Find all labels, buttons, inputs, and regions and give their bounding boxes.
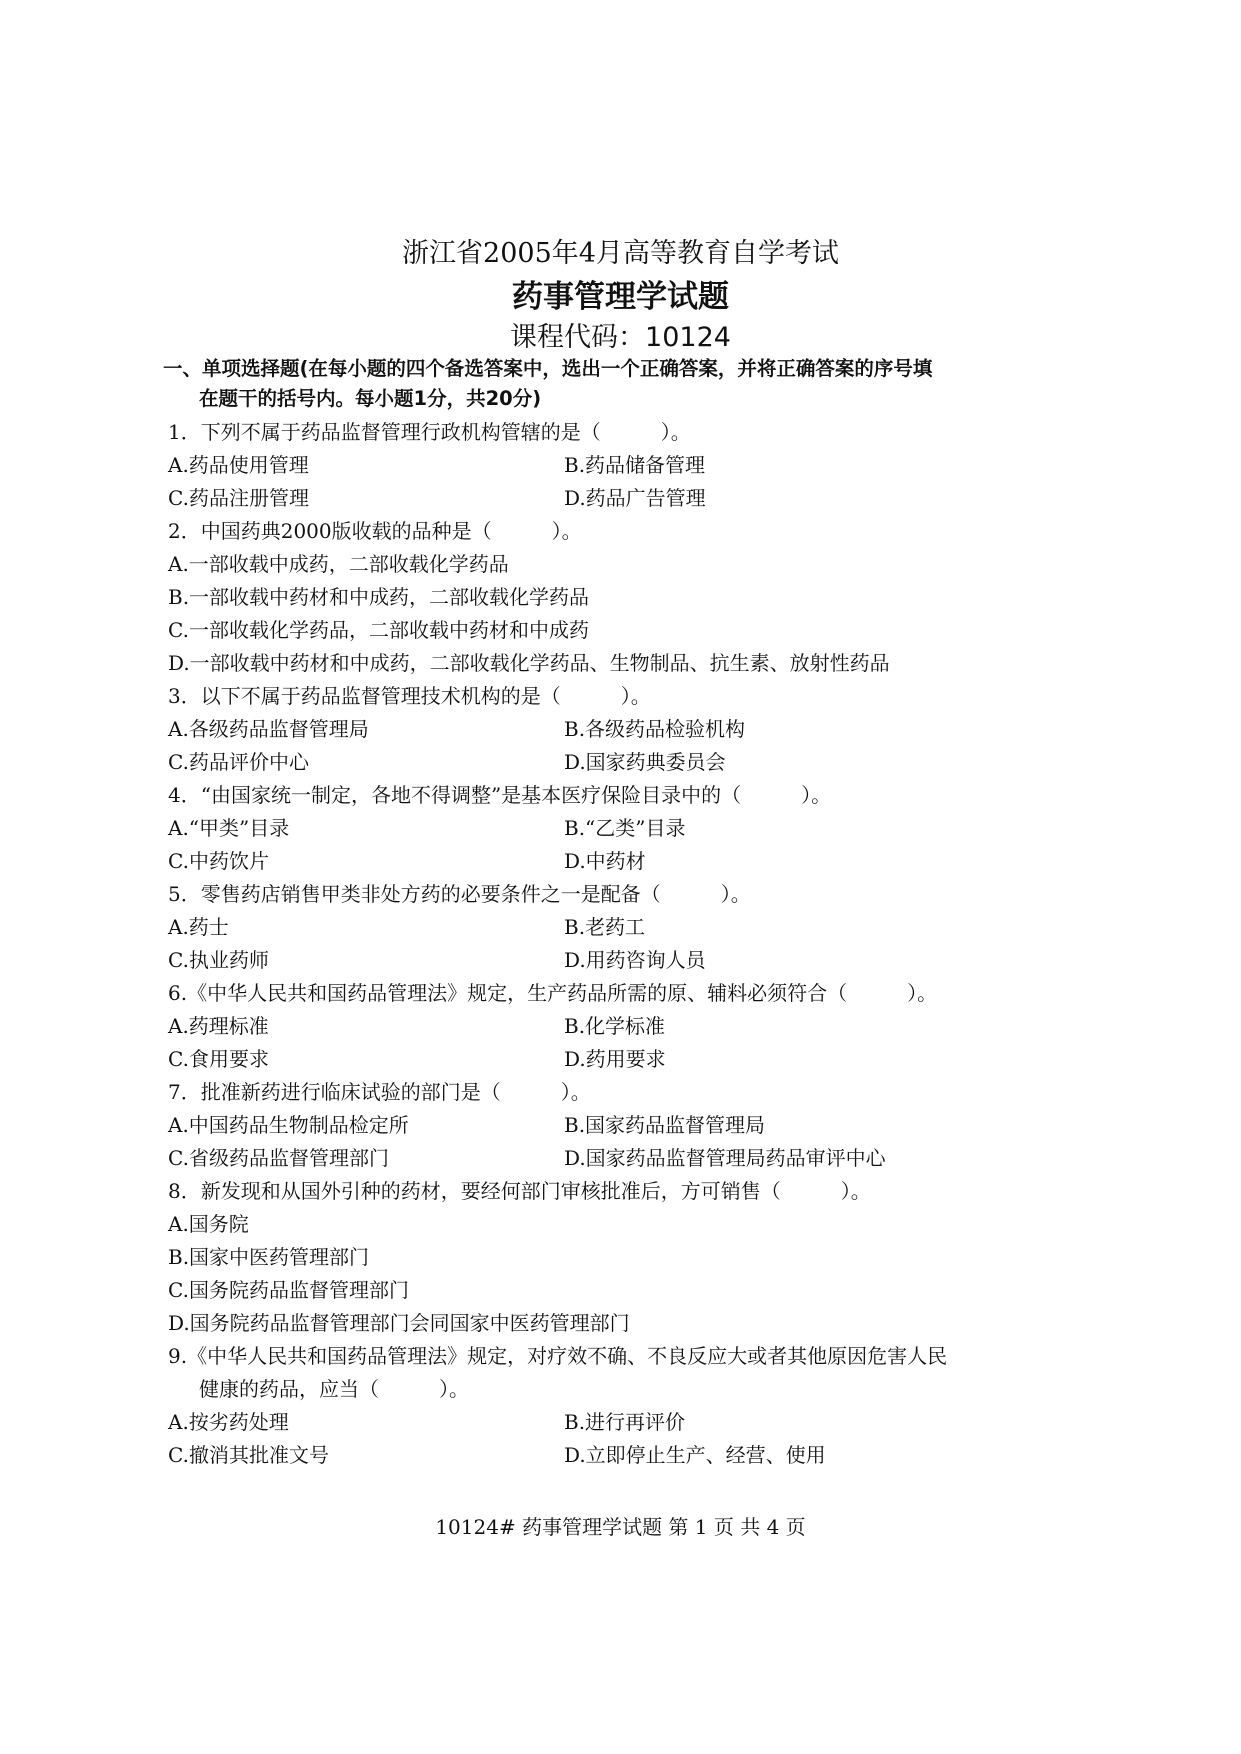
question-stem: 1．下列不属于药品监督管理行政机构管辖的是（ ）。 xyxy=(168,420,691,444)
option-a: A.按劣药处理 xyxy=(168,1410,289,1434)
option-a: A.“甲类”目录 xyxy=(168,816,290,840)
question-stem: 9.《中华人民共和国药品管理法》规定，对疗效不确、不良反应大或者其他原因危害人民 xyxy=(168,1344,948,1368)
option-b: B.“乙类”目录 xyxy=(564,816,686,840)
question-stem: 3．以下不属于药品监督管理技术机构的是（ ）。 xyxy=(168,684,651,708)
exam-line: 浙江省2005年4月高等教育自学考试 xyxy=(402,238,839,269)
option-c: C.一部收载化学药品，二部收载中药材和中成药 xyxy=(168,618,589,642)
option-b: B.一部收载中药材和中成药，二部收载化学药品 xyxy=(168,585,590,609)
option-a: A.药品使用管理 xyxy=(168,453,309,477)
section-heading-cont: 在题干的括号内。每小题1分，共20分) xyxy=(199,387,542,410)
option-b: B.国家药品监督管理局 xyxy=(564,1113,766,1137)
option-a: A.药士 xyxy=(168,915,229,939)
option-c: C.食用要求 xyxy=(168,1047,269,1071)
option-a: A.国务院 xyxy=(168,1212,249,1236)
question-stem: 8．新发现和从国外引种的药材，要经何部门审核批准后，方可销售（ ）。 xyxy=(168,1179,871,1203)
option-a: A.一部收载中成药，二部收载化学药品 xyxy=(168,552,509,576)
option-a: A.药理标准 xyxy=(168,1014,269,1038)
question-stem: 5．零售药店销售甲类非处方药的必要条件之一是配备（ ）。 xyxy=(168,882,751,906)
option-b: B.化学标准 xyxy=(564,1014,666,1038)
option-d: D.国家药品监督管理局药品审评中心 xyxy=(564,1146,886,1170)
option-c: C.撤消其批准文号 xyxy=(168,1443,329,1467)
option-d: D.一部收载中药材和中成药，二部收载化学药品、生物制品、抗生素、放射性药品 xyxy=(168,651,890,675)
subject-title: 药事管理学试题 xyxy=(512,279,729,315)
option-b: B.老药工 xyxy=(564,915,646,939)
option-d: D.立即停止生产、经营、使用 xyxy=(564,1443,826,1467)
option-c: C.执业药师 xyxy=(168,948,269,972)
option-b: B.进行再评价 xyxy=(564,1410,686,1434)
option-b: B.国家中医药管理部门 xyxy=(168,1245,370,1269)
option-c: C.省级药品监督管理部门 xyxy=(168,1146,389,1170)
option-d: D.国家药典委员会 xyxy=(564,750,726,774)
option-d: D.中药材 xyxy=(564,849,646,873)
question-stem: 2．中国药典2000版收载的品种是（ ）。 xyxy=(168,519,582,543)
option-a: A.中国药品生物制品检定所 xyxy=(168,1113,409,1137)
option-d: D.用药咨询人员 xyxy=(564,948,706,972)
option-c: C.国务院药品监督管理部门 xyxy=(168,1278,409,1302)
option-d: D.国务院药品监督管理部门会同国家中医药管理部门 xyxy=(168,1311,630,1335)
option-d: D.药用要求 xyxy=(564,1047,666,1071)
question-stem: 6.《中华人民共和国药品管理法》规定，生产药品所需的原、辅料必须符合（ ）。 xyxy=(168,981,938,1005)
page-footer: 10124# 药事管理学试题 第 1 页 共 4 页 xyxy=(435,1515,806,1539)
question-stem-cont: 健康的药品，应当（ ）。 xyxy=(199,1377,469,1401)
question-stem: 7．批准新药进行临床试验的部门是（ ）。 xyxy=(168,1080,591,1104)
option-b: B.各级药品检验机构 xyxy=(564,717,746,741)
option-b: B.药品储备管理 xyxy=(564,453,706,477)
option-d: D.药品广告管理 xyxy=(564,486,706,510)
option-c: C.药品评价中心 xyxy=(168,750,309,774)
course-code: 课程代码：10124 xyxy=(510,322,731,353)
option-c: C.药品注册管理 xyxy=(168,486,309,510)
section-heading: 一、单项选择题(在每小题的四个备选答案中，选出一个正确答案，并将正确答案的序号填 xyxy=(163,357,933,380)
option-c: C.中药饮片 xyxy=(168,849,269,873)
option-a: A.各级药品监督管理局 xyxy=(168,717,369,741)
question-stem: 4．“由国家统一制定，各地不得调整”是基本医疗保险目录中的（ ）。 xyxy=(168,783,832,807)
